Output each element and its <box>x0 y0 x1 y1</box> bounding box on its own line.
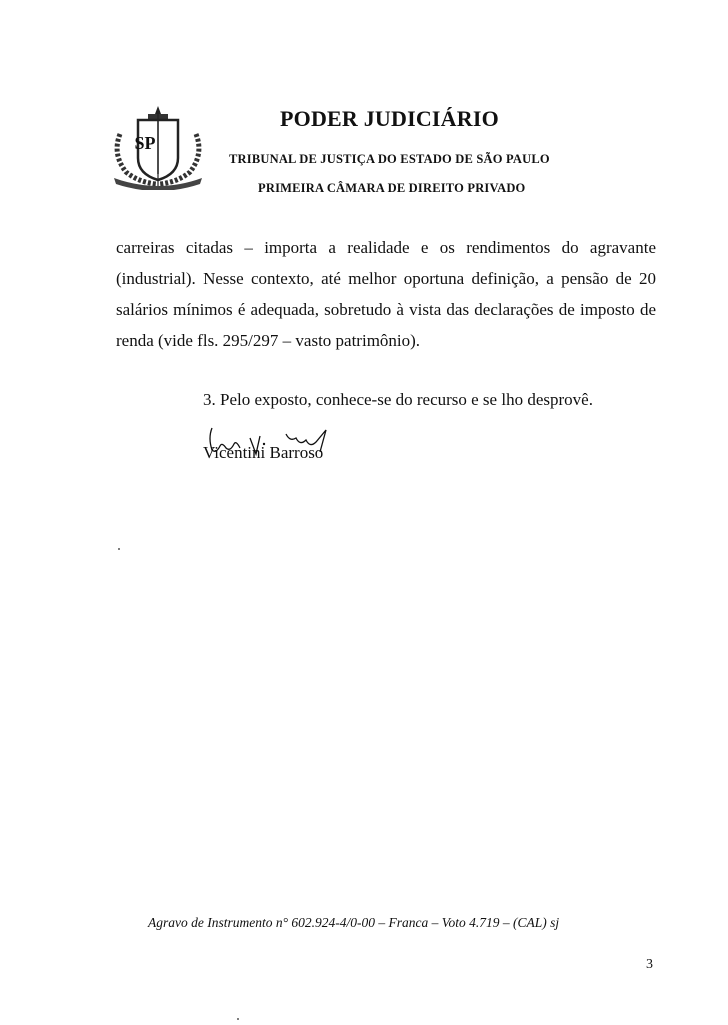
seal-lettering: SP <box>134 133 156 153</box>
coat-of-arms-icon <box>108 104 208 190</box>
signer-name: Vicentini Barroso <box>203 443 324 462</box>
page-number: 3 <box>646 957 653 972</box>
court-name: TRIBUNAL DE JUSTIÇA DO ESTADO DE SÃO PAULO <box>229 152 550 166</box>
conclusion-text: 3. Pelo exposto, conhece-se do recurso e se lho desprovê. <box>203 390 593 409</box>
case-reference: Agravo de Instrumento n° 602.924-4/0-00 – Franca – Voto 4.719 – (CAL) sj <box>148 915 560 930</box>
scan-speck <box>118 548 120 550</box>
paragraph-text: carreiras citadas – importa a realidade e os rendimentos do agravante (industrial). Nesse contexto, até melhor oportuna definição, a pensão de 20 salários mínimos é adequada, sobretudo à vista das declarações de imposto de renda (vide fls. 295/297 – vasto patrimônio). <box>116 238 656 350</box>
decision-paragraph <box>116 232 656 356</box>
scan-speck <box>237 1018 239 1020</box>
chamber-name: PRIMEIRA CÂMARA DE DIREITO PRIVADO <box>258 181 526 195</box>
page-title: PODER JUDICIÁRIO <box>280 106 499 131</box>
